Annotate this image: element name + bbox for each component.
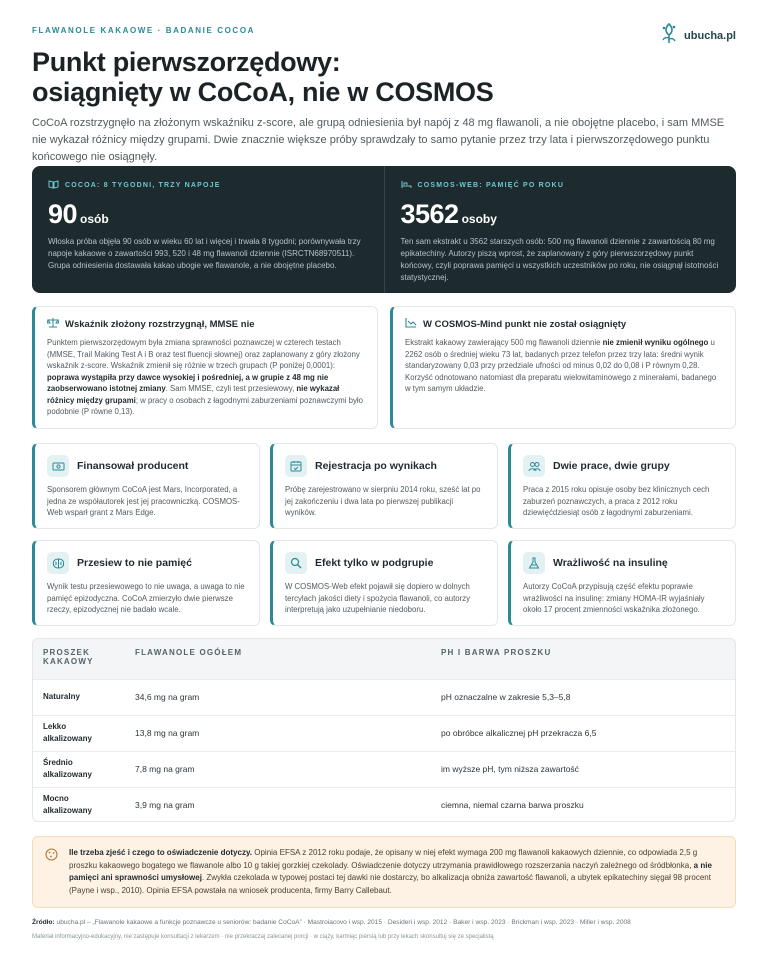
callout-composite bbox=[32, 306, 378, 429]
note-text: Ile trzeba zjeść i czego to oświadczenie dotyczy. Opinia EFSA z 2012 roku podaje, że opisany w niej efekt wymaga 200 mg flawanoli kakaowych dziennie, co odpowiada 2,5 g proszku kakaowego bogatego we flawanole albo 10 g takiej gorzkiej czekolady. Oświadczenie dotyczy utrzymania prawidłowego rozszerzania naczyń zależnego od śródbłonka, a nie pamięci ani sprawności umysłowej. Zwykła czekolada w typowej postaci tej dawki nie dostarczy, bo alkalizacja obniża zawartość flawanoli, a ubytek epikatechiny sięgał 98 procent (Payne i wsp., 2010). Opinia EFSA powstała na wniosek producenta, firmy Barry Callebaut. bbox=[69, 848, 712, 895]
table-row bbox=[33, 715, 735, 751]
bed-icon bbox=[401, 180, 412, 191]
lead-paragraph: CoCoA rozstrzygnęło na złożonym wskaźniku z-score, ale grupą odniesienia był napój z 48 mg flawanoli, a nie obojętne placebo, i sam MMSE nie wykazał różnicy między grupami. Dwie znacznie większe próby sprawdzały to samo pytanie przez trzy lata i pierwszorzędowego punktu końcowego nie osiągnęły. bbox=[32, 117, 725, 163]
column-header: FLAWANOLE OGÓŁEM bbox=[135, 648, 243, 657]
stats-panel bbox=[32, 166, 736, 293]
cell-flavanols: 7,8 mg na gram bbox=[125, 751, 431, 787]
card-text: Wynik testu przesiewowego to nie uwaga, a uwaga to nie pamięć epizodyczna. CoCoA zmierzyło dwie pierwsze rzeczy, epizodycznej nie badało wcale. bbox=[47, 582, 245, 614]
card-registration bbox=[270, 443, 498, 529]
row-label: Średnio alkalizowany bbox=[33, 751, 125, 787]
card-title: Efekt tylko w podgrupie bbox=[315, 557, 434, 569]
stat-unit: osób bbox=[80, 212, 109, 226]
card-title: Przesiew to nie pamięć bbox=[77, 557, 192, 569]
stat-cocoa bbox=[32, 166, 384, 293]
card-title: Wrażliwość na insulinę bbox=[553, 557, 668, 569]
cell-ph: po obróbce alkalicznej pH przekracza 6,5 bbox=[431, 715, 735, 751]
column-header: PROSZEK KAKAOWY bbox=[43, 648, 94, 666]
cards-row-2 bbox=[32, 540, 736, 626]
card-text: Praca z 2015 roku opisuje osoby bez klinicznych cech zaburzeń poznawczych, a praca z 2012 roku dziewięćdziesiąt osób z łagodnymi zaburzeniami. bbox=[523, 485, 710, 517]
table-row bbox=[33, 751, 735, 787]
stat-number: 3562 bbox=[400, 199, 459, 229]
cards-row-1 bbox=[32, 443, 736, 529]
callouts-row bbox=[32, 306, 736, 429]
card-title: Dwie prace, dwie grupy bbox=[553, 460, 670, 472]
callout-text: Punktem pierwszorzędowym była zmiana sprawności poznawczej w czterech testach (MMSE, Trail Making Test A i B oraz test fluencji słownej) oraz zaplanowany z góry złożony wskaźnik z-score. Wskaźnik zmienił się różnie w trzech grupach (P poniżej 0,0001): poprawa wystąpiła przy dawce wysokiej i pośredniej, a w grupie z 48 mg nie zaobserwowano istotnej zmiany. Sam MMSE, czyli test przesiewowy, nie wykazał różnicy między grupami; w pracy o osobach z łagodnymi zaburzeniami poznawczymi było podobnie (P równe 0,13). bbox=[47, 338, 363, 416]
row-label: Naturalny bbox=[33, 679, 125, 715]
cell-flavanols: 3,9 mg na gram bbox=[125, 787, 431, 822]
stat-cosmos bbox=[384, 166, 737, 293]
cell-flavanols: 34,6 mg na gram bbox=[125, 679, 431, 715]
calendar-icon bbox=[285, 455, 307, 477]
logo-text: ubucha.pl bbox=[684, 29, 736, 42]
page-title bbox=[32, 47, 736, 107]
book-icon bbox=[48, 180, 59, 191]
callout-title: Wskaźnik złożony rozstrzygnął, MMSE nie bbox=[47, 317, 365, 331]
card-funding bbox=[32, 443, 260, 529]
logo-icon bbox=[660, 22, 678, 49]
card-text: W COSMOS-Web efekt pojawił się dopiero w dolnych tercylach jakości diety i spożycia flawanoli, co autorzy interpretują jako uzupełnianie niedoboru. bbox=[285, 582, 471, 614]
table-row bbox=[33, 679, 735, 715]
row-label: Mocno alkalizowany bbox=[33, 787, 125, 822]
users-icon bbox=[523, 455, 545, 477]
column-header: PH I BARWA PROSZKU bbox=[441, 648, 552, 657]
cell-ph: ciemna, niemal czarna barwa proszku bbox=[431, 787, 735, 822]
card-two-papers bbox=[508, 443, 736, 529]
stat-tag: COSMOS-WEB: PAMIĘĆ PO ROKU bbox=[401, 180, 721, 191]
cookie-icon bbox=[45, 848, 58, 866]
callout-text: Ekstrakt kakaowy zawierający 500 mg flawanoli dziennie nie zmienił wyniku ogólnego u 2262 osób o średniej wieku 73 lat, badanych przez telefon przez trzy lata: średni wynik standaryzowany 0,03 przy przedziale ufności od minus 0,02 do 0,08 i P równym 0,28. Korzyść odnotowano natomiast dla preparatu wielowitaminowego z minerałami, badanego w tym samym układzie. bbox=[405, 338, 717, 393]
cell-ph: pH oznaczalne w zakresie 5,3–5,8 bbox=[431, 679, 735, 715]
stat-description: Włoska próba objęła 90 osób w wieku 60 lat i więcej i trwała 8 tygodni; porównywała trzy napoje kakaowe o zawartości 993, 520 i 48 mg flawanoli dziennie (ISRCTN68970511). Grupa odniesienia dostawała kakao ubogie we flawanole, a nie obojętne placebo. bbox=[48, 237, 361, 270]
brain-icon bbox=[47, 552, 69, 574]
stat-unit: osoby bbox=[461, 212, 497, 226]
title-line-2: osiągnięty w CoCoA, nie w COSMOS bbox=[32, 77, 494, 107]
search-icon bbox=[285, 552, 307, 574]
source-line: Źródło: ubucha.pl – „Flawanole kakaowe a funkcje poznawcze u seniorów: badanie CoCoA” · Mastroiacovo i wsp. 2015 · Desideri i wsp. 2012 · Baker i wsp. 2023 · Brickman i wsp. 2023 · Miller i wsp. 2008 bbox=[32, 919, 631, 926]
stat-number: 90 bbox=[48, 199, 78, 229]
card-subgroup bbox=[270, 540, 498, 626]
stat-figure bbox=[401, 199, 721, 230]
eyebrow: FLAWANOLE KAKAOWE · BADANIE COCOA bbox=[32, 26, 256, 35]
table-row bbox=[33, 787, 735, 822]
table-header-row bbox=[33, 639, 735, 679]
card-insulin bbox=[508, 540, 736, 626]
card-title: Finansował producent bbox=[77, 460, 189, 472]
cell-ph: im wyższe pH, tym niższa zawartość bbox=[431, 751, 735, 787]
card-title: Rejestracja po wynikach bbox=[315, 460, 437, 472]
cocoa-table bbox=[32, 638, 736, 822]
stat-description: Ten sam ekstrakt u 3562 starszych osób: 500 mg flawanoli dziennie z zawartością 80 mg epikatechiny. Autorzy piszą wprost, że zaplanowany z góry pierwszorzędowy punkt końcowy, czyli poprawa pamięci u wszystkich uczestników po roku, nie osiągnął istotności statystycznej. bbox=[400, 237, 719, 282]
row-label: Lekko alkalizowany bbox=[33, 715, 125, 751]
stat-tag: COCOA: 8 TYGODNI, TRZY NAPOJE bbox=[48, 180, 368, 191]
scale-icon bbox=[47, 317, 59, 331]
money-icon bbox=[47, 455, 69, 477]
footer bbox=[32, 919, 736, 940]
card-screening bbox=[32, 540, 260, 626]
card-text: Próbę zarejestrowano w sierpniu 2014 roku, sześć lat po jej zakończeniu i dwa lata po pierwszej publikacji wyników. bbox=[285, 485, 481, 517]
cell-flavanols: 13,8 mg na gram bbox=[125, 715, 431, 751]
dose-note bbox=[32, 836, 736, 908]
stat-figure bbox=[48, 199, 368, 230]
card-text: Autorzy CoCoA przypisują część efektu poprawie wrażliwości na insulinę: zmiany HOMA-IR wyjaśniały około 17 procent zmienności wskaźnika złożonego. bbox=[523, 582, 705, 614]
flask-icon bbox=[523, 552, 545, 574]
header bbox=[32, 26, 736, 166]
title-line-1: Punkt pierwszorzędowy: bbox=[32, 47, 341, 77]
disclaimer: Materiał informacyjno-edukacyjny, nie zastępuje konsultacji z lekarzem · nie przekraczaj zalecanej porcji · w ciąży, karmiąc piersią lub przy lekach skonsultuj się ze specjalistą bbox=[32, 934, 494, 940]
chart-down-icon bbox=[405, 317, 417, 331]
logo[interactable] bbox=[660, 22, 736, 49]
card-text: Sponsorem głównym CoCoA jest Mars, Incorporated, a jedna ze współautorek jest jej pracowniczką. COSMOS-Web wsparł grant z Mars Edge. bbox=[47, 485, 240, 517]
callout-title: W COSMOS-Mind punkt nie został osiągnięty bbox=[405, 317, 723, 331]
callout-cosmos-mind bbox=[390, 306, 736, 429]
